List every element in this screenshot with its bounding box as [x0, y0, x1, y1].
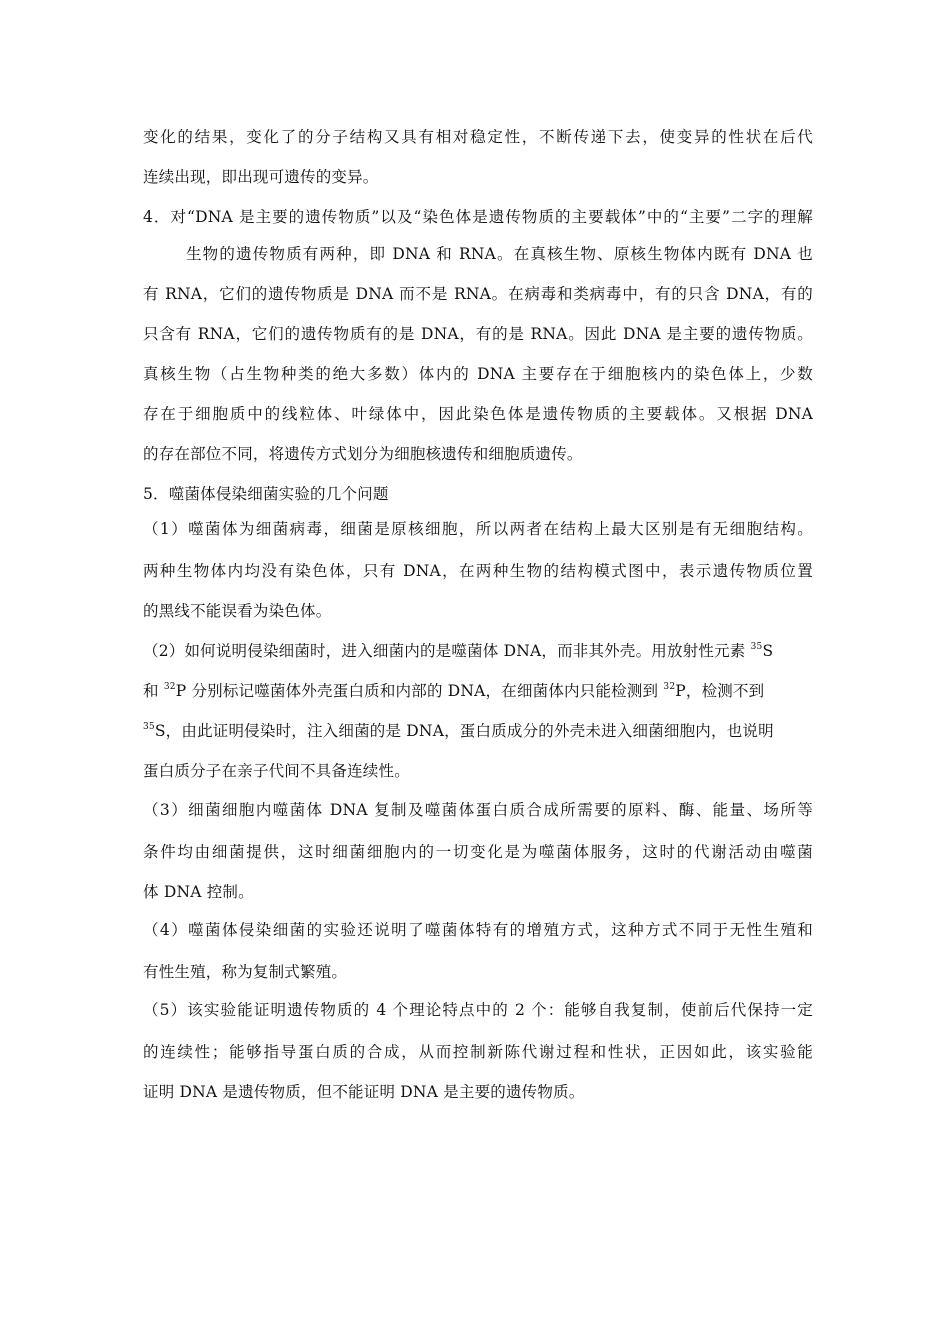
paragraph-line: （3）细菌细胞内噬菌体 DNA 复制及噬菌体蛋白质合成所需要的原料、酶、能量、场所等 — [143, 801, 813, 819]
paragraph-line: 蛋白质分子在亲子代间不具备连续性。 — [143, 762, 410, 780]
paragraph-line: 体 DNA 控制。 — [143, 883, 254, 901]
paragraph-line: 证明 DNA 是遗传物质，但不能证明 DNA 是主要的遗传物质。 — [143, 1083, 585, 1101]
paragraph-line: （5）该实验能证明遗传物质的 4 个理论特点中的 2 个：能够自我复制，使前后代保持一定 — [143, 1001, 813, 1019]
text-segment: S — [762, 642, 774, 660]
paragraph-line: 两种生物体内均没有染色体，只有 DNA，在两种生物的结构模式图中，表示遗传物质位置 — [143, 562, 813, 580]
section-heading-4: 4．对“DNA 是主要的遗传物质”以及“染色体是遗传物质的主要载体”中的“主要”二字的理解 — [143, 208, 813, 226]
paragraph-line: 变化的结果，变化了的分子结构又具有相对稳定性，不断传递下去，使变异的性状在后代 — [143, 128, 813, 146]
isotope-superscript: 32 — [163, 682, 176, 692]
paragraph-line-with-superscript — [143, 681, 813, 701]
paragraph-line: 有 RNA，它们的遗传物质是 DNA 而不是 RNA。在病毒和类病毒中，有的只含 DNA，有的 — [143, 285, 813, 303]
paragraph-line: 存在于细胞质中的线粒体、叶绿体中，因此染色体是遗传物质的主要载体。又根据 DNA — [143, 405, 813, 423]
isotope-superscript: 35 — [750, 642, 763, 652]
text-segment: P，检测不到 — [675, 682, 765, 700]
text-segment: S，由此证明侵染时，注入细菌的是 DNA，蛋白质成分的外壳未进入细菌细胞内，也说明 — [154, 722, 774, 740]
text-segment: P 分别标记噬菌体外壳蛋白质和内部的 DNA，在细菌体内只能检测到 — [175, 682, 664, 700]
isotope-superscript: 35 — [143, 722, 155, 732]
paragraph-line: （4）噬菌体侵染细菌的实验还说明了噬菌体特有的增殖方式，这种方式不同于无性生殖和 — [143, 921, 813, 939]
paragraph-line: 条件均由细菌提供，这时细菌细胞内的一切变化是为噬菌体服务，这时的代谢活动由噬菌 — [143, 843, 813, 861]
paragraph-line: 真核生物（占生物种类的绝大多数）体内的 DNA 主要存在于细胞核内的染色体上，少数 — [143, 365, 813, 383]
isotope-superscript: 32 — [663, 682, 676, 692]
paragraph-line: 的连续性；能够指导蛋白质的合成，从而控制新陈代谢过程和性状，正因如此，该实验能 — [143, 1043, 813, 1061]
paragraph-line: 有性生殖，称为复制式繁殖。 — [143, 963, 348, 981]
paragraph-line-with-superscript — [143, 641, 813, 661]
text-segment: 和 — [143, 682, 164, 700]
section-heading-5: 5．噬菌体侵染细菌实验的几个问题 — [143, 485, 389, 503]
paragraph-line: 的存在部位不同，将遗传方式划分为细胞核遗传和细胞质遗传。 — [143, 445, 583, 463]
paragraph-line: 生物的遗传物质有两种，即 DNA 和 RNA。在真核生物、原核生物体内既有 DNA 也 — [186, 245, 813, 263]
paragraph-line: （1）噬菌体为细菌病毒，细菌是原核细胞，所以两者在结构上最大区别是有无细胞结构。 — [143, 520, 813, 538]
text-segment: （2）如何说明侵染细菌时，进入细菌内的是噬菌体 DNA，而非其外壳。用放射性元素 — [143, 642, 751, 660]
paragraph-line: 只含有 RNA，它们的遗传物质有的是 DNA，有的是 RNA。因此 DNA 是主要的遗传物质。 — [143, 325, 813, 343]
paragraph-line-with-superscript — [143, 721, 813, 741]
paragraph-line: 连续出现，即出现可遗传的变异。 — [143, 168, 379, 186]
paragraph-line: 的黑线不能误看为染色体。 — [143, 602, 332, 620]
